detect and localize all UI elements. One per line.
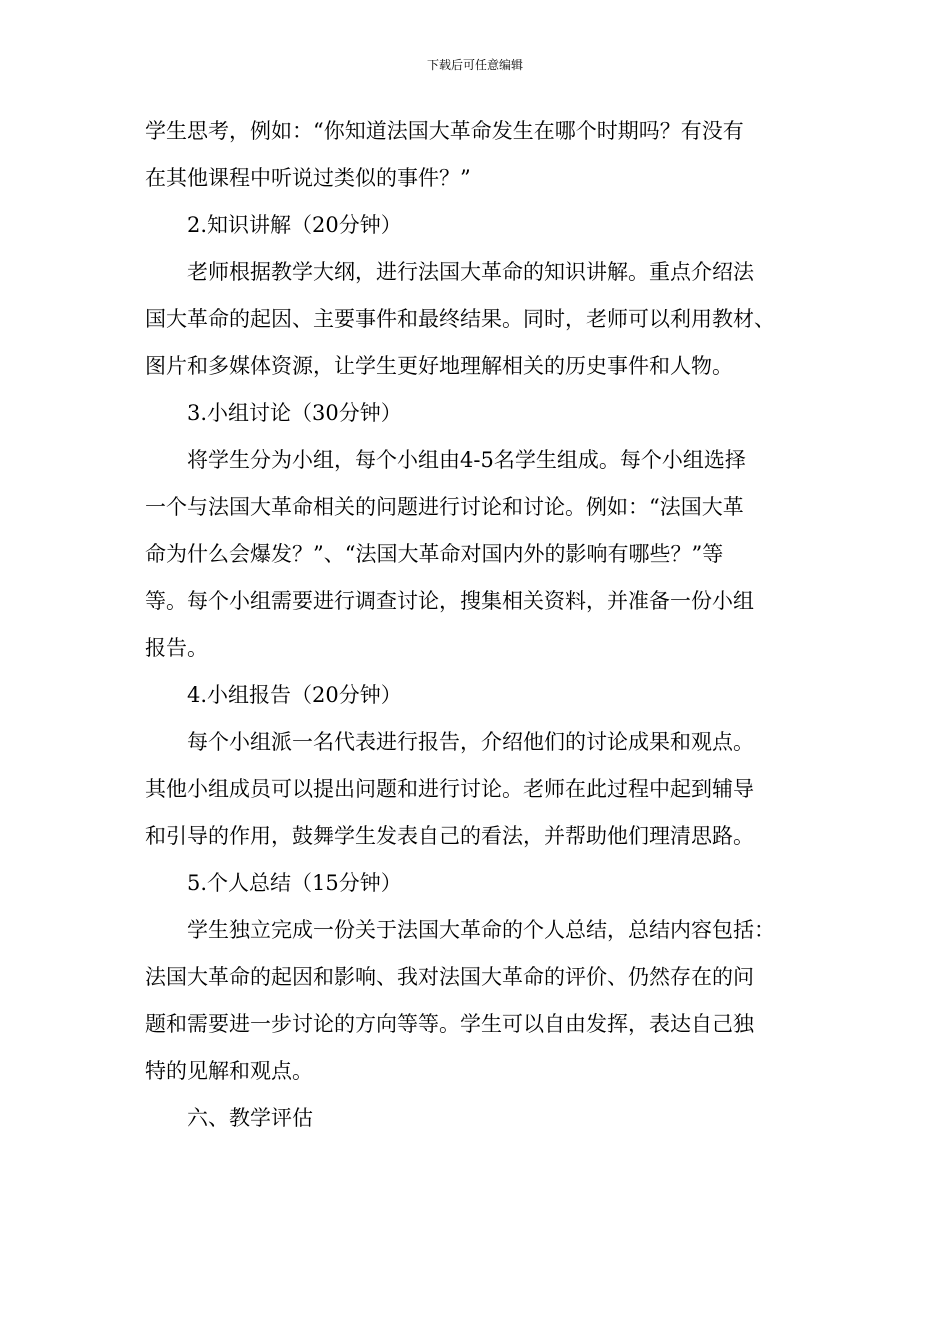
section-heading-personal-summary: 5.个人总结（15分钟） <box>187 871 402 895</box>
text-line-2: 在其他课程中听说过类似的事件？” <box>145 166 471 190</box>
section-heading-group-discussion: 3.小组讨论（30分钟） <box>187 401 402 425</box>
text-line-6: 图片和多媒体资源，让学生更好地理解相关的历史事件和人物。 <box>145 354 733 378</box>
text-line-4: 老师根据教学大纲，进行法国大革命的知识讲解。重点介绍法 <box>187 260 754 284</box>
text-line-5: 国大革命的起因、主要事件和最终结果。同时，老师可以利用教材、 <box>145 307 775 331</box>
text-line-18: 学生独立完成一份关于法国大革命的个人总结，总结内容包括： <box>187 918 775 942</box>
text-line-19: 法国大革命的起因和影响、我对法国大革命的评价、仍然存在的问 <box>145 965 754 989</box>
page-header: 下载后可任意编辑 <box>426 58 523 72</box>
text-line-12: 报告。 <box>145 636 208 660</box>
text-line-9: 一个与法国大革命相关的问题进行讨论和讨论。例如：“法国大革 <box>145 495 744 519</box>
section-heading-group-report: 4.小组报告（20分钟） <box>187 683 402 707</box>
section-heading-teaching-evaluation: 六、教学评估 <box>187 1106 313 1130</box>
text-line-10: 命为什么会爆发？”、“法国大革命对国内外的影响有哪些？”等 <box>145 542 724 566</box>
text-line-20: 题和需要进一步讨论的方向等等。学生可以自由发挥，表达自己独 <box>145 1012 754 1036</box>
text-line-21: 特的见解和观点。 <box>145 1059 313 1083</box>
text-line-14: 每个小组派一名代表进行报告，介绍他们的讨论成果和观点。 <box>187 730 754 754</box>
document-body <box>145 108 805 1142</box>
text-line-1: 学生思考，例如：“你知道法国大革命发生在哪个时期吗？有没有 <box>145 119 744 143</box>
text-line-8: 将学生分为小组，每个小组由4-5名学生组成。每个小组选择 <box>187 448 746 472</box>
text-line-11: 等。每个小组需要进行调查讨论，搜集相关资料，并准备一份小组 <box>145 589 754 613</box>
text-line-15: 其他小组成员可以提出问题和进行讨论。老师在此过程中起到辅导 <box>145 777 754 801</box>
section-heading-knowledge: 2.知识讲解（20分钟） <box>187 213 402 237</box>
text-line-16: 和引导的作用，鼓舞学生发表自己的看法，并帮助他们理清思路。 <box>145 824 754 848</box>
